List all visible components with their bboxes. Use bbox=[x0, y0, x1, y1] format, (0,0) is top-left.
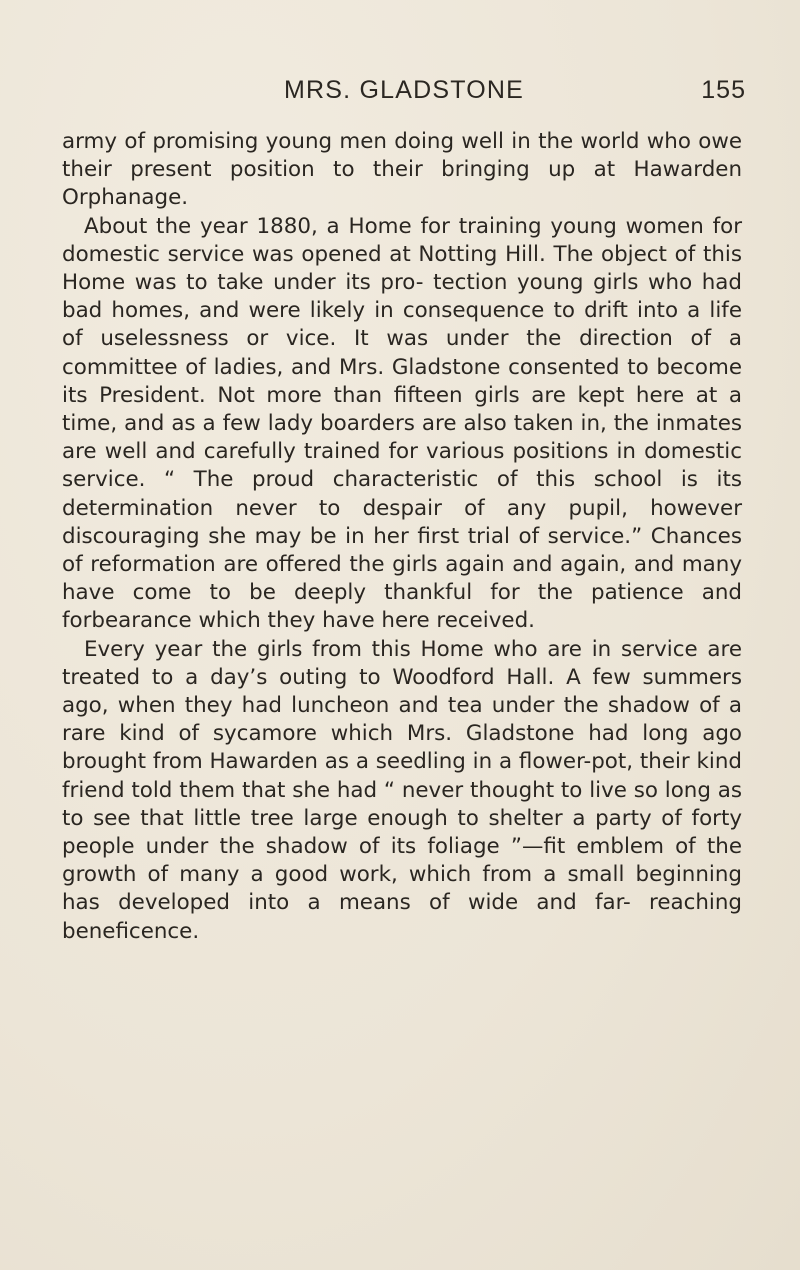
page-number: 155 bbox=[701, 76, 746, 104]
body-text bbox=[62, 128, 742, 946]
running-title: MRS. GLADSTONE bbox=[284, 76, 524, 104]
paragraph-1: army of promising young men doing well in the world who owe their present position to their bringing up at Hawarden Orphanage. bbox=[62, 129, 742, 211]
paragraph-3: Every year the girls from this Home who are in service are treated to a day’s outing to Woodford Hall. A few summers ago, when they had luncheon and tea under the shadow of a rare kind of sycamore which Mrs. Gladstone had long ago brought from Hawarden as a seedling in a flower-pot, their kind friend told them that she had “ never thought to live so long as to see that little tree large enough to shelter a party of forty people under the shadow of its foliage ”—fit emblem of the growth of many a good work, which from a small beginning has developed into a means of wide and far- reaching beneficence. bbox=[62, 636, 742, 944]
running-head bbox=[62, 76, 746, 108]
paragraph-2: About the year 1880, a Home for training young women for domestic service was opened at Notting Hill. The object of this Home was to take under its pro- tection young girls who had bad homes, and were likely in consequence to drift into a life of uselessness or vice. It was under the direction of a committee of ladies, and Mrs. Gladstone consented to become its President. Not more than fifteen girls are kept here at a time, and as a few lady boarders are also taken in, the inmates are well and carefully trained for various positions in domestic service. “ The proud characteristic of this school is its determination never to despair of any pupil, however discouraging she may be in her first trial of service.” Chances of reformation are offered the girls again and again, and many have come to be deeply thankful for the patience and forbearance which they have here received. bbox=[62, 213, 742, 634]
